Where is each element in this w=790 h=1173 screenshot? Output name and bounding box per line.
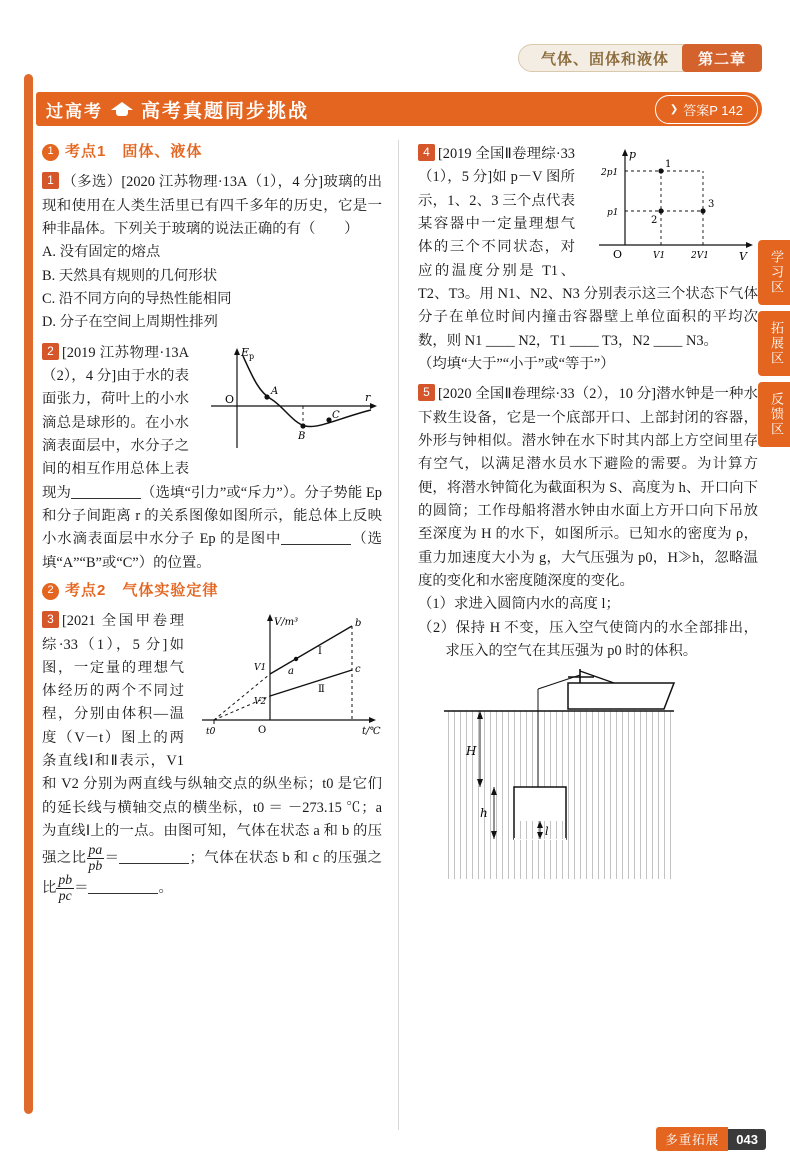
answer-reference-button[interactable] — [655, 95, 758, 124]
page-number: 043 — [728, 1129, 766, 1150]
figure-q5 — [418, 669, 758, 892]
answer-reference-label: 答案P 142 — [683, 103, 743, 118]
question-option-d: D. 分子在空间上周期性排列 — [42, 314, 218, 331]
question-1 — [42, 171, 382, 334]
question-number: 2 — [42, 343, 59, 360]
question-text-part2: ；气体在状态 b 和 c 的压强之比 — [42, 850, 382, 897]
question-subitem-2: （2）保持 H 不变，压入空气使筒内的水全部排出，求压入的空气在其压强为 p0 时的体积。 — [418, 619, 758, 659]
section-badge-icon: 1 — [42, 144, 59, 161]
svg-text:l: l — [545, 825, 549, 839]
figure-q2 — [197, 344, 382, 467]
question-4 — [418, 143, 758, 376]
section-badge-icon: 2 — [42, 583, 59, 600]
question-number: 1 — [42, 172, 59, 189]
section-title-band — [36, 92, 762, 126]
question-option-a: A. 没有固定的熔点 — [42, 244, 161, 261]
question-option-c: C. 沿不同方向的导热性能相同 — [42, 290, 232, 307]
svg-text:B: B — [298, 430, 306, 442]
svg-text:2p1: 2p1 — [601, 168, 619, 178]
pressure-ratio-2 — [56, 873, 74, 903]
volume-temperature-graph — [192, 612, 382, 747]
question-number: 3 — [42, 611, 59, 628]
page-header — [518, 44, 762, 72]
question-stem: （多选）[2020 江苏物理·13A（1），4 分]玻璃的出现和使用在人类生活里已有四千多年的历史，它是一种非晶体。下列关于玻璃的说法正确的有 — [42, 174, 382, 237]
ratio-denominator: pb — [88, 857, 103, 873]
svg-text:V1: V1 — [653, 251, 666, 261]
svg-text:E: E — [241, 345, 250, 359]
band-content — [36, 92, 309, 126]
figure-q4 — [583, 145, 758, 278]
svg-text:p: p — [249, 351, 255, 361]
question-3: V/m³ t/℃ O t0 V1 V2 b c a Ⅰ Ⅱ 3 [2021 全国甲卷理综·33（1），5 分]如图，一定量的理想气体经历的两个不同过程，分别由体积—温度（V－t）图上的两条直线Ⅰ和Ⅱ表示，V1 和 V2 分别为两直线与纵轴交点的纵坐标；t0 是它们的延长线与横轴交点的横坐标，t0 ＝ －273.15 ℃；a 为直线Ⅰ上的一点。由图可知，气体在状态 a 和 b 的压强之比 $\frac{pa}{pb}$ ＝ ；气体在状态 b 和 c 的压强之比 $\frac{pb}{pc}$ ＝ 。 — [42, 612, 382, 903]
svg-text:a: a — [288, 666, 294, 678]
page-footer — [656, 1127, 766, 1151]
answer-blank[interactable] — [88, 880, 158, 894]
question-number: 5 — [418, 384, 435, 401]
svg-text:h: h — [480, 806, 488, 821]
section-name: 考点1 — [65, 143, 107, 160]
pressure-volume-graph — [583, 145, 758, 270]
svg-text:p: p — [629, 148, 637, 161]
svg-text:t0: t0 — [206, 727, 216, 738]
chapter-title: 气体、固体和液体 — [518, 44, 688, 72]
side-tab-feedback[interactable]: 反馈区 — [758, 382, 790, 447]
band-title: 高考真题同步挑战 — [141, 100, 310, 122]
question-text-part3: （选填“A”“B”或“C”）的位置。 — [42, 531, 382, 571]
svg-text:2V1: 2V1 — [691, 251, 709, 261]
svg-text:C: C — [332, 409, 340, 421]
svg-text:O: O — [613, 248, 623, 261]
section-topic: 气体实验定律 — [122, 581, 219, 599]
section-name: 考点2 — [65, 581, 107, 599]
svg-text:A: A — [271, 385, 279, 397]
graduation-cap-icon — [111, 99, 133, 119]
svg-text:V/m³: V/m³ — [274, 617, 299, 629]
figure-q3 — [192, 612, 382, 755]
question-5 — [418, 383, 758, 892]
question-number: 4 — [418, 144, 435, 161]
svg-text:c: c — [355, 664, 361, 676]
chevron-down-icon: ❯ — [669, 104, 679, 115]
question-text-part3: 。 — [158, 880, 173, 897]
question-option-b: B. 天然具有规则的几何形状 — [42, 267, 218, 284]
question-text-part1: [2019 江苏物理·13A（2），4 分]由于水的表面张力，荷叶上的小水滴总是球形的。在小水滴表面层中，水分子之间的相互作用总体上表现为 — [42, 344, 189, 501]
side-tab-group — [758, 240, 790, 447]
svg-text:r: r — [365, 390, 371, 404]
column-divider — [398, 140, 399, 1130]
svg-text:V2: V2 — [254, 697, 267, 708]
answer-blank[interactable] — [281, 531, 351, 545]
question-answer-paren: （ ） — [301, 220, 359, 237]
ratio-numerator: pa — [88, 842, 103, 858]
section-heading-1 — [42, 140, 382, 164]
svg-text:1: 1 — [665, 159, 672, 170]
question-2 — [42, 342, 382, 575]
answer-blank[interactable] — [119, 850, 189, 864]
question-text-part2: （均填“大于”“小于”或“等于”） — [418, 355, 615, 372]
potential-energy-curve-diagram — [197, 344, 382, 459]
svg-text:Ⅱ: Ⅱ — [318, 684, 325, 696]
ratio-numerator: pb — [58, 872, 73, 888]
svg-text:b: b — [355, 618, 362, 630]
question-text-part1: [2021 全国甲卷理综·33（1），5 分]如图，一定量的理想气体经历的两个不同过程，分别由体积—温度（V－t）图上的两条直线Ⅰ和Ⅱ表示，V1 和 V2 分别为两直线与纵轴交点的纵坐标；t0 是它们的延长线与横轴交点的横坐标，t0 ＝ －273.15 ℃；a 为直线Ⅰ上的一点。由图可知，气体在状态 a 和 b 的压强之比 — [42, 613, 382, 867]
diving-bell-diagram — [418, 669, 718, 884]
svg-text:t/℃: t/℃ — [362, 726, 381, 738]
ratio-denominator: pc — [58, 887, 72, 903]
question-text-part2: （选填“引力”或“斥力”）。分子势能 Ep 和分子间距离 r 的关系图像如图所示，能总体上反映小水滴表面层中水分子 Ep 的是图中 — [42, 484, 382, 548]
svg-text:3: 3 — [708, 199, 715, 210]
side-tab-study[interactable]: 学习区 — [758, 240, 790, 305]
footer-tag: 多重拓展 — [656, 1127, 728, 1151]
svg-text:O: O — [225, 392, 235, 406]
section-topic: 固体、液体 — [122, 143, 203, 160]
svg-text:p1: p1 — [607, 208, 619, 218]
question-text-part1: [2019 全国Ⅱ卷理综·33（1），5 分]如 p－V 图所示，1、2、3 三个点代表某容器中一定量理想气体的三个不同状态，对应的温度分别是 T1、T2、T3。用 N1、N2、N3 分别表示这三个状态下气体分子在单位时间内撞击容器壁上单位面积的平均次数，则 N1 ____ N2，T1 ____ T3，N2 ____ N3。 — [418, 146, 758, 349]
left-column — [42, 136, 382, 907]
svg-text:H: H — [466, 744, 477, 759]
right-column — [418, 136, 758, 899]
svg-text:V: V — [739, 250, 747, 263]
left-rail — [24, 74, 33, 1114]
pressure-ratio-1 — [87, 843, 105, 873]
side-tab-extend[interactable]: 拓展区 — [758, 311, 790, 376]
chapter-number: 第二章 — [682, 44, 762, 72]
svg-text:Ⅰ: Ⅰ — [318, 646, 322, 658]
answer-blank[interactable] — [71, 485, 141, 499]
question-subitem-1: （1）求进入圆筒内水的高度 l； — [418, 596, 620, 613]
band-label: 过高考 — [46, 101, 103, 121]
question-text: [2020 全国Ⅱ卷理综·33（2），10 分]潜水钟是一种水下救生设备，它是一个底部开口、上部封闭的容器，外形与钟相似。潜水钟在水下时其内部上方空间里存有空气，以满足潜水员水下避险的需要。为计算方便，将潜水钟简化为截面积为 S、高度为 h、开口向下的圆筒；工作母船将潜水钟由水面上方开口向下吊放至深度为 H 的水下，如图所示。已知水的密度为 ρ，重力加速度大小为 g，大气压强为 p0，H≫h，忽略温度的变化和水密度随深度的变化。 — [418, 386, 758, 589]
svg-text:V1: V1 — [254, 663, 267, 674]
svg-text:O: O — [258, 725, 267, 737]
svg-text:2: 2 — [651, 215, 658, 226]
section-heading-2 — [42, 579, 382, 603]
